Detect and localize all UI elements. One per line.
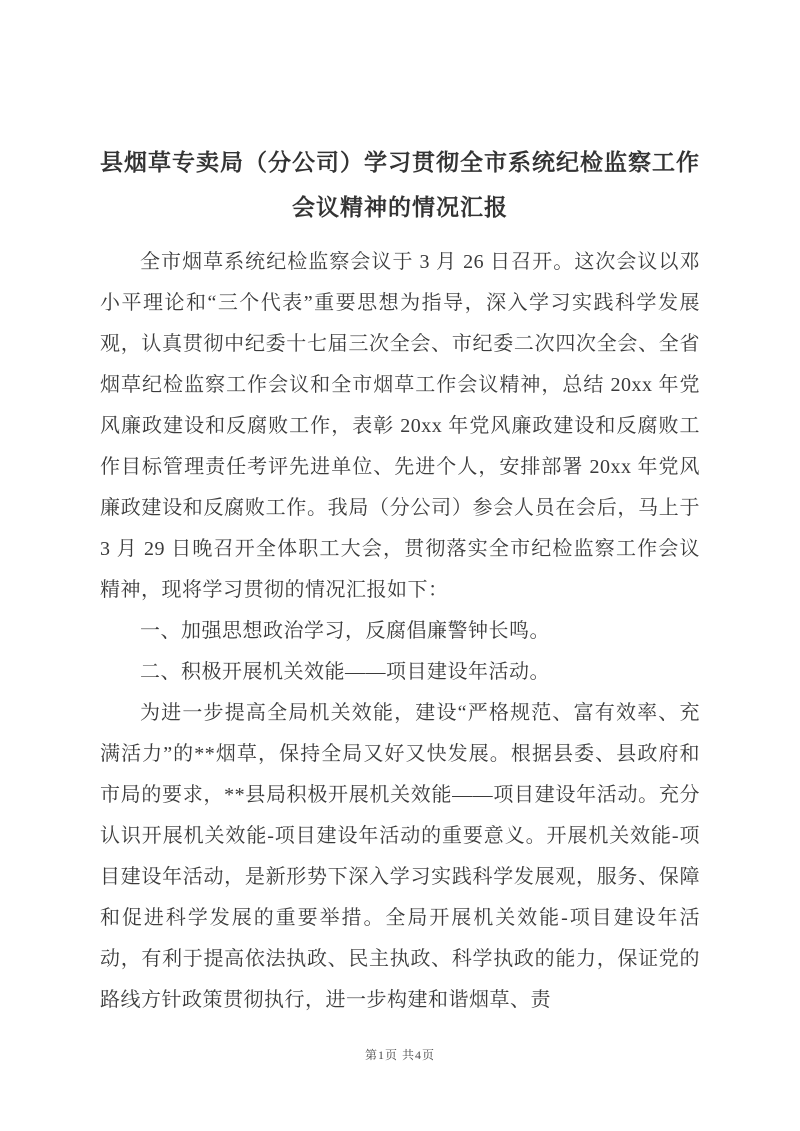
paragraph-section-1: 一、加强思想政治学习，反腐倡廉警钟长鸣。 bbox=[140, 620, 550, 642]
paragraph-section-2: 二、积极开展机关效能——项目建设年活动。 bbox=[140, 661, 550, 683]
paragraph-intro: 全市烟草系统纪检监察会议于 3 月 26 日召开。这次会议以邓小平理论和“三个代表”重要思想为指导，深入学习实践科学发展观，认真贯彻中纪委十七届三次全会、市纪委二次四次全会、全省烟草纪检监察工作会议和全市烟草工作会议精神，总结 20xx 年党风廉政建设和反腐败工作，表彰 20xx 年党风廉政建设和反腐败工作目标管理责任考评先进单位、先进个人，安排部署 20xx 年党风廉政建设和反腐败工作。我局（分公司）参会人员在会后，马上于 3 月 29 日晚召开全体职工大会，贯彻落实全市纪检监察工作会议精神，现将学习贯彻的情况汇报如下： bbox=[100, 251, 700, 601]
document-body bbox=[100, 242, 700, 1021]
page-number-footer: 第1页 共4页 bbox=[364, 1048, 435, 1062]
document-title: 县烟草专卖局（分公司）学习贯彻全市系统纪检监察工作会议精神的情况汇报 bbox=[100, 150, 700, 220]
paragraph-section-2-body: 为进一步提高全局机关效能，建设“严格规范、富有效率、充满活力”的**烟草，保持全局又好又快发展。根据县委、县政府和市局的要求，**县局积极开展机关效能——项目建设年活动。充分认识开展机关效能-项目建设年活动的重要意义。开展机关效能-项目建设年活动，是新形势下深入学习实践科学发展观，服务、保障和促进科学发展的重要举措。全局开展机关效能-项目建设年活动，有利于提高依法执政、民主执政、科学执政的能力，保证党的路线方针政策贯彻执行，进一步构建和谐烟草、责 bbox=[100, 702, 700, 1011]
